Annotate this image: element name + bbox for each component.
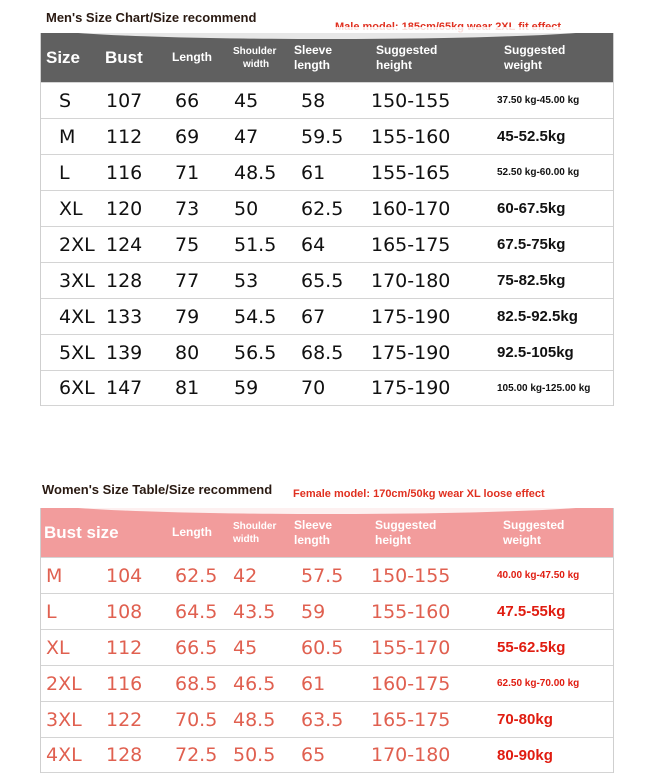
header-size: Size bbox=[46, 48, 81, 67]
table-row bbox=[41, 737, 613, 773]
cell-sleeve: 58 bbox=[301, 89, 326, 112]
table-row bbox=[41, 701, 613, 737]
cell-length: 72.5 bbox=[175, 744, 218, 766]
header-suggested-height: Suggested height bbox=[376, 42, 438, 72]
women-table-header bbox=[41, 508, 613, 557]
cell-bust: 120 bbox=[106, 197, 143, 220]
cell-shoulder: 56.5 bbox=[234, 341, 277, 364]
cell-length: 70.5 bbox=[175, 708, 218, 731]
cell-size: 2XL bbox=[46, 672, 82, 695]
cell-bust: 116 bbox=[106, 672, 143, 695]
cell-weight: 62.50 kg-70.00 kg bbox=[497, 678, 580, 689]
cell-length: 62.5 bbox=[175, 564, 218, 587]
cell-length: 77 bbox=[175, 269, 200, 292]
cell-bust: 124 bbox=[106, 233, 143, 256]
cell-bust: 122 bbox=[106, 708, 143, 731]
cell-weight: 92.5-105kg bbox=[497, 344, 574, 361]
cell-size: XL bbox=[59, 197, 83, 220]
cell-bust: 139 bbox=[106, 341, 143, 364]
header-length: Length bbox=[172, 50, 212, 64]
header-shoulder-width: Shoulder width bbox=[233, 520, 277, 545]
cell-shoulder: 45 bbox=[234, 89, 259, 112]
cell-height: 170-180 bbox=[371, 269, 451, 292]
cell-sleeve: 62.5 bbox=[301, 197, 344, 220]
cell-length: 79 bbox=[175, 305, 200, 328]
cell-height: 170-180 bbox=[371, 744, 451, 766]
cell-sleeve: 61 bbox=[301, 672, 326, 695]
cell-sleeve: 65.5 bbox=[301, 269, 344, 292]
cell-length: 71 bbox=[175, 161, 200, 184]
cell-shoulder: 47 bbox=[234, 125, 259, 148]
cell-sleeve: 65 bbox=[301, 744, 326, 766]
cell-size: S bbox=[59, 89, 72, 112]
cell-height: 150-155 bbox=[371, 564, 451, 587]
header-suggested-weight: Suggested weight bbox=[504, 42, 566, 72]
cell-sleeve: 67 bbox=[301, 305, 326, 328]
cell-length: 73 bbox=[175, 197, 200, 220]
cell-weight: 37.50 kg-45.00 kg bbox=[497, 95, 580, 106]
cell-shoulder: 50.5 bbox=[233, 744, 276, 766]
cell-sleeve: 59 bbox=[301, 600, 326, 623]
cell-height: 165-175 bbox=[371, 233, 451, 256]
cell-length: 66.5 bbox=[175, 636, 218, 659]
women-size-table bbox=[40, 508, 614, 773]
header-suggested-weight: Suggested weight bbox=[503, 517, 565, 547]
cell-height: 155-160 bbox=[371, 125, 451, 148]
cell-height: 160-175 bbox=[371, 672, 451, 695]
table-row bbox=[41, 118, 613, 154]
cell-length: 64.5 bbox=[175, 600, 218, 623]
cell-shoulder: 45 bbox=[233, 636, 258, 659]
cell-bust: 133 bbox=[106, 305, 143, 328]
cell-size: 3XL bbox=[46, 708, 82, 731]
cell-sleeve: 59.5 bbox=[301, 125, 344, 148]
cell-height: 175-190 bbox=[371, 377, 451, 399]
cell-size: 2XL bbox=[59, 233, 95, 256]
table-row bbox=[41, 629, 613, 665]
cell-sleeve: 64 bbox=[301, 233, 326, 256]
women-section-title: Women's Size Table/Size recommend bbox=[42, 482, 273, 497]
cell-size: 5XL bbox=[59, 341, 95, 364]
table-row bbox=[41, 557, 613, 593]
cell-length: 75 bbox=[175, 233, 200, 256]
cell-height: 175-190 bbox=[371, 341, 451, 364]
cell-shoulder: 54.5 bbox=[234, 305, 277, 328]
header-sleeve-length: Sleeve length bbox=[294, 517, 333, 547]
cell-height: 165-175 bbox=[371, 708, 451, 731]
cell-size: 3XL bbox=[59, 269, 95, 292]
header-sleeve-length: Sleeve length bbox=[294, 42, 333, 72]
table-row bbox=[41, 593, 613, 629]
cell-bust: 112 bbox=[106, 125, 143, 148]
cell-size: M bbox=[46, 564, 63, 587]
table-row bbox=[41, 262, 613, 298]
table-row bbox=[41, 334, 613, 370]
cell-weight: 55-62.5kg bbox=[497, 639, 566, 656]
header-bust: Bust bbox=[105, 48, 143, 67]
cell-size: L bbox=[46, 600, 57, 623]
cell-weight: 67.5-75kg bbox=[497, 236, 566, 253]
table-row bbox=[41, 190, 613, 226]
cell-weight: 52.50 kg-60.00 kg bbox=[497, 167, 580, 178]
cell-bust: 128 bbox=[106, 269, 143, 292]
cell-size: L bbox=[59, 161, 70, 184]
cell-length: 81 bbox=[175, 377, 200, 399]
cell-bust: 128 bbox=[106, 744, 143, 766]
cell-sleeve: 63.5 bbox=[301, 708, 344, 731]
cell-weight: 75-82.5kg bbox=[497, 272, 566, 289]
cell-bust: 107 bbox=[106, 89, 143, 112]
cell-size: 6XL bbox=[59, 377, 95, 399]
cell-length: 80 bbox=[175, 341, 200, 364]
header-shoulder-width: Shoulder width bbox=[233, 45, 277, 70]
cell-shoulder: 48.5 bbox=[234, 161, 277, 184]
table-row bbox=[41, 370, 613, 406]
cell-height: 155-160 bbox=[371, 600, 451, 623]
cell-weight: 82.5-92.5kg bbox=[497, 308, 578, 325]
cell-length: 66 bbox=[175, 89, 200, 112]
header-bust-size: Bust size bbox=[44, 523, 119, 542]
cell-height: 175-190 bbox=[371, 305, 451, 328]
cell-bust: 104 bbox=[106, 564, 143, 587]
cell-bust: 116 bbox=[106, 161, 143, 184]
cell-bust: 112 bbox=[106, 636, 143, 659]
women-model-note: Female model: 170cm/50kg wear XL loose effect bbox=[293, 488, 545, 500]
cell-sleeve: 70 bbox=[301, 377, 326, 399]
men-section-title: Men's Size Chart/Size recommend bbox=[46, 10, 257, 25]
cell-height: 160-170 bbox=[371, 197, 451, 220]
cell-height: 150-155 bbox=[371, 89, 451, 112]
cell-bust: 147 bbox=[106, 377, 143, 399]
cell-weight: 105.00 kg-125.00 kg bbox=[497, 382, 591, 394]
men-table-body bbox=[41, 82, 613, 406]
table-row bbox=[41, 298, 613, 334]
cell-size: XL bbox=[46, 636, 70, 659]
cell-shoulder: 59 bbox=[234, 377, 259, 399]
cell-shoulder: 51.5 bbox=[234, 233, 277, 256]
cell-shoulder: 53 bbox=[234, 269, 259, 292]
cell-weight: 70-80kg bbox=[497, 711, 553, 728]
cell-size: 4XL bbox=[59, 305, 95, 328]
cell-height: 155-170 bbox=[371, 636, 451, 659]
men-table-header bbox=[41, 33, 613, 82]
cell-shoulder: 43.5 bbox=[233, 600, 276, 623]
cell-weight: 60-67.5kg bbox=[497, 200, 566, 217]
cell-size: M bbox=[59, 125, 76, 148]
cell-weight: 47.5-55kg bbox=[497, 603, 566, 620]
table-row bbox=[41, 665, 613, 701]
header-length: Length bbox=[172, 525, 212, 539]
cell-sleeve: 68.5 bbox=[301, 341, 344, 364]
cell-shoulder: 50 bbox=[234, 197, 259, 220]
table-row bbox=[41, 226, 613, 262]
cell-sleeve: 60.5 bbox=[301, 636, 344, 659]
header-suggested-height: Suggested height bbox=[375, 517, 437, 547]
cell-shoulder: 42 bbox=[233, 564, 258, 587]
cell-shoulder: 46.5 bbox=[233, 672, 276, 695]
cell-size: 4XL bbox=[46, 744, 82, 766]
women-table-body bbox=[41, 557, 613, 773]
cell-length: 68.5 bbox=[175, 672, 218, 695]
cell-length: 69 bbox=[175, 125, 200, 148]
women-size-section bbox=[0, 470, 645, 775]
cell-sleeve: 61 bbox=[301, 161, 326, 184]
cell-bust: 108 bbox=[106, 600, 143, 623]
cell-height: 155-165 bbox=[371, 161, 451, 184]
cell-weight: 45-52.5kg bbox=[497, 128, 566, 145]
cell-shoulder: 48.5 bbox=[233, 708, 276, 731]
cell-weight: 80-90kg bbox=[497, 746, 553, 764]
table-row bbox=[41, 82, 613, 118]
table-row bbox=[41, 154, 613, 190]
men-size-table bbox=[40, 33, 614, 406]
cell-sleeve: 57.5 bbox=[301, 564, 344, 587]
cell-weight: 40.00 kg-47.50 kg bbox=[497, 570, 580, 581]
